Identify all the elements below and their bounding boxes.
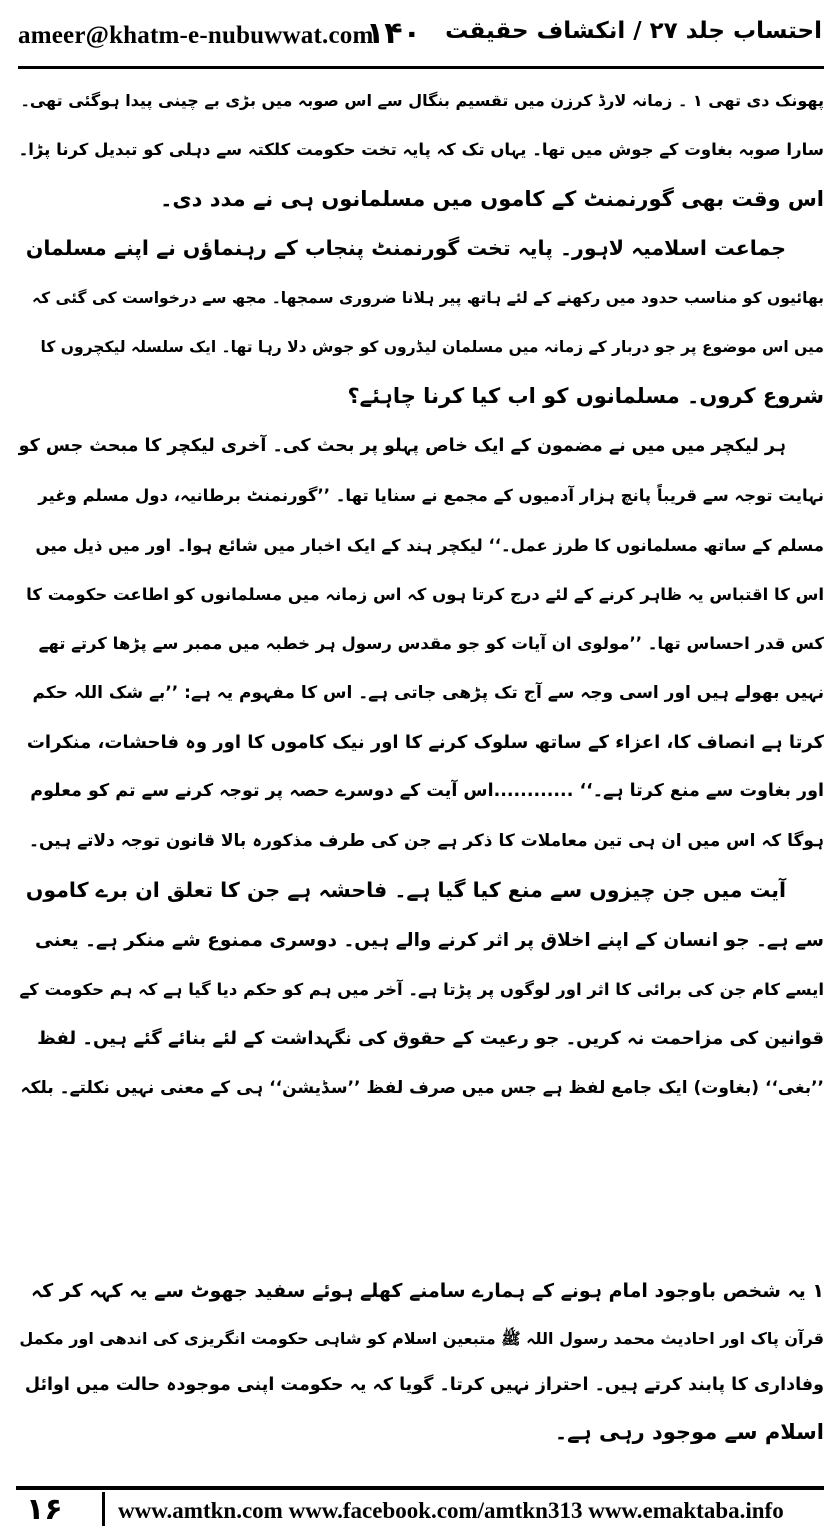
footnote-line: قرآن پاک اور احادیث محمد رسول اللہ ﷺ متبعین اسلام کو شاہی حکومت انگریزی کی اندھی اور مکمل (19, 1329, 824, 1348)
text-line: بھائیوں کو مناسب حدود میں رکھنے کے لئے ہاتھ پیر ہلانا ضروری سمجھا۔ مجھ سے درخواست کی گئی کہ (32, 288, 824, 307)
text-line: ہوگا کہ اس میں ان ہی تین معاملات کا ذکر ہے جن کی طرف مذکورہ بالا قانون توجہ دلاتے ہیں۔ (29, 830, 824, 851)
page-footer (16, 1486, 824, 1528)
footnote-line: ۱ یہ شخص باوجود امام ہونے کے ہمارے سامنے کھلے ہوئے سفید جھوٹ سے یہ کہہ کر کہ (30, 1280, 824, 1302)
text-line: کس قدر احساس تھا۔ ’’مولوی ان آیات کو جو مقدس رسول ہر خطبہ میں ممبر سے پڑھا کرتے تھے (38, 634, 824, 654)
footer-links[interactable]: www.amtkn.com www.facebook.com/amtkn313 www.emaktaba.info (118, 1498, 784, 1523)
footer-rule (16, 1486, 824, 1490)
text-line: ہر لیکچر میں میں نے مضمون کے ایک خاص پہلو پر بحث کی۔ آخری لیکچر کا مبحث جس کو (18, 435, 786, 456)
text-line: اور بغاوت سے منع کرتا ہے۔‘‘ ............اس آیت کے دوسرے حصہ پر توجہ کرنے سے تم کو معلوم (30, 781, 824, 802)
main-text (18, 76, 824, 1113)
footer-divider (102, 1492, 105, 1526)
text-line: پھونک دی تھی ۱ ۔ زمانہ لارڈ کرزن میں تقسیم بنگال سے اس صوبہ میں بڑی بے چینی پیدا ہوگئی تھی۔ (20, 91, 824, 110)
text-line: سے ہے۔ جو انسان کے اپنے اخلاق پر اثر کرنے والے ہیں۔ دوسری ممنوع شے منکر ہے۔ یعنی (35, 929, 824, 951)
header-page-number: ۱۴۰ (366, 16, 421, 51)
text-line: ایسے کام جن کی برائی کا اثر اور لوگوں پر پڑتا ہے۔ آخر میں ہم کو حکم دیا گیا ہے کہ ہم حکومت کے (19, 980, 824, 1000)
text-line: قوانین کی مزاحمت نہ کریں۔ جو رعیت کے حقوق کی نگہداشت کے لئے بنائے گئے ہیں۔ لفظ (37, 1028, 824, 1050)
text-line: نہایت توجہ سے قریباً پانچ ہزار آدمیوں کے مجمع نے سنایا تھا۔ ’’گورنمنٹ برطانیہ، دول مسلم وغیر (38, 486, 824, 506)
page-header (18, 14, 824, 69)
footnote-line: اسلام سے موجود رہی ہے۔ (554, 1420, 824, 1444)
text-line: ’’بغی‘‘ (بغاوت) ایک جامع لفظ ہے جس میں صرف لفظ ’’سڈیشن‘‘ ہی کے معنی نہیں نکلتے۔ بلکہ (20, 1077, 824, 1098)
header-email: ameer@khatm-e-nubuwwat.com (18, 22, 374, 49)
header-book-title: احتساب جلد ۲۷ / انکشاف حقیقت (445, 18, 822, 44)
text-line: نہیں بھولے ہیں اور اسی وجہ سے آج تک پڑھی جاتی ہے۔ اس کا مفہوم یہ ہے: ’’بے شک اللہ حکم (32, 682, 824, 703)
text-line: اس کا اقتباس یہ ظاہر کرنے کے لئے درج کرتا ہوں کہ اس زمانہ میں مسلمانوں کو اطاعت حکومت کا (26, 584, 824, 604)
text-line: آیت میں جن چیزوں سے منع کیا گیا ہے۔ فاحشہ ہے جن کا تعلق ان برے کاموں (25, 878, 786, 903)
text-line: سارا صوبہ بغاوت کے جوش میں تھا۔ یہاں تک کہ پایہ تخت حکومت کلکتہ سے دہلی کو تبدیل کرنا پڑا۔ (18, 140, 824, 160)
text-line: میں اس موضوع پر جو دربار کے زمانہ میں مسلمان لیڈروں کو جوش دلا رہا تھا۔ ایک سلسلہ لیکچروں کا (40, 337, 824, 356)
text-line: مسلم کے ساتھ مسلمانوں کا طرز عمل۔‘‘ لیکچر ہند کے ایک اخبار میں شائع ہوا۔ اور میں ذیل میں (35, 535, 824, 555)
text-line: شروع کروں۔ مسلمانوں کو اب کیا کرنا چاہئے؟ (347, 384, 824, 409)
footnotes (18, 1268, 824, 1456)
text-line: کرتا ہے انصاف کا، اعزاء کے ساتھ سلوک کرنے کا اور نیک کاموں کا اور وہ فاحشات، منکرات (26, 732, 824, 754)
text-line: اس وقت بھی گورنمنٹ کے کاموں میں مسلمانوں ہی نے مدد دی۔ (160, 186, 824, 211)
footnote-line: وفاداری کا پابند کرتے ہیں۔ احتراز نہیں کرتا۔ گویا کہ یہ حکومت اپنی موجودہ حالت میں اوائل (24, 1375, 824, 1395)
text-line: جماعت اسلامیہ لاہور۔ پایہ تخت گورنمنٹ پنجاب کے رہنماؤں نے اپنے مسلمان (25, 236, 786, 261)
footer-page-marker: ۱۶ (26, 1492, 63, 1527)
